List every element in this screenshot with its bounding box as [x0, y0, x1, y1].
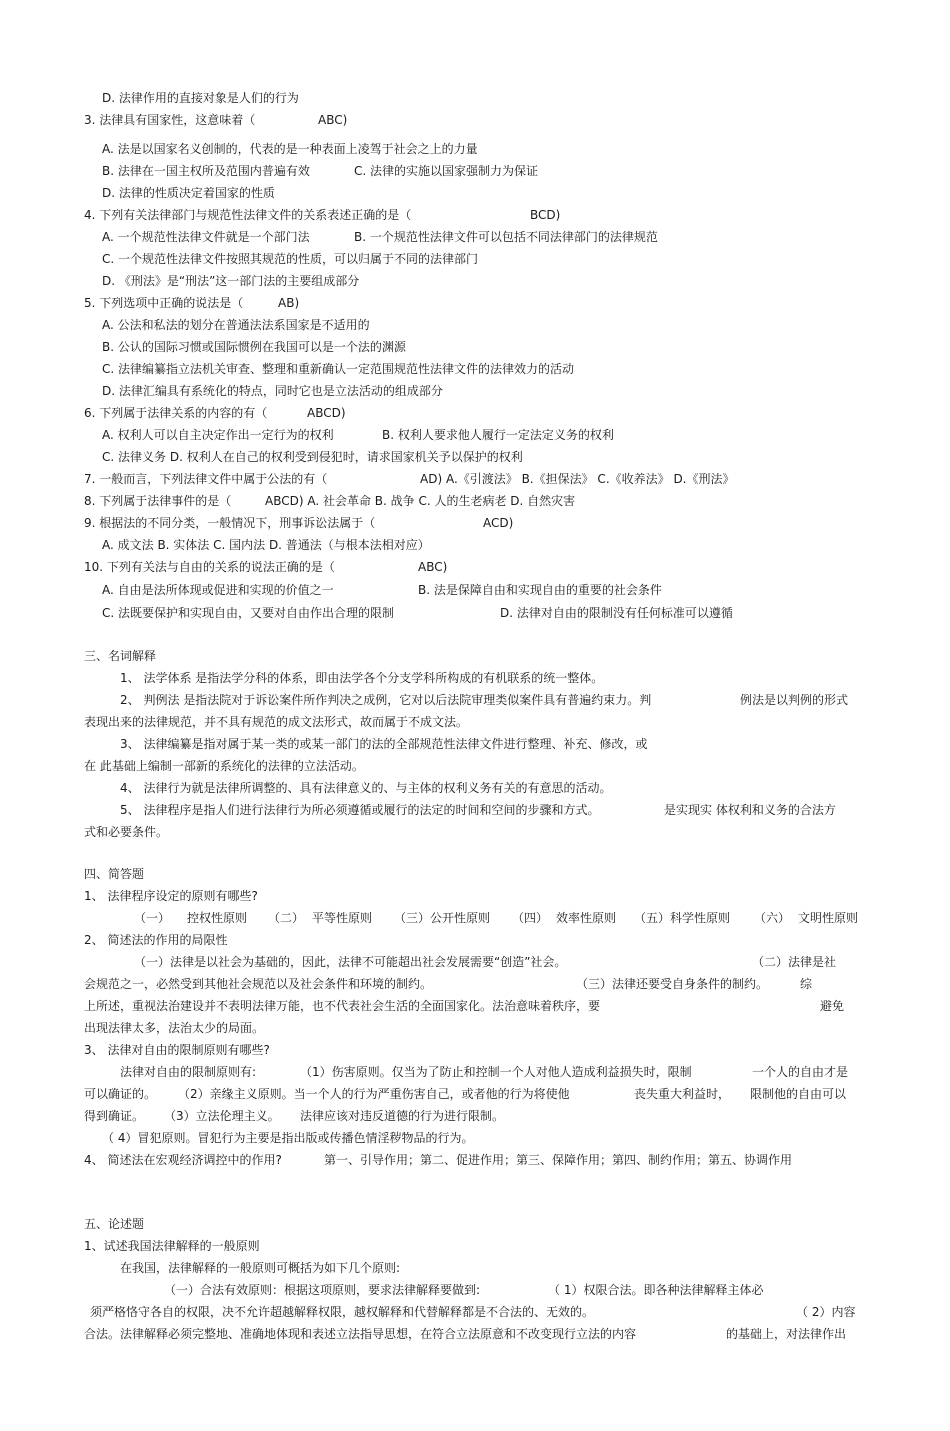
text-line: B. 公认的国际习惯或国际惯例在我国可以是一个法的渊源 — [102, 340, 406, 354]
question-heading: 4、 简述法在宏观经济调控中的作用? — [84, 1153, 282, 1167]
text-line: （ 1）权限合法。即各种法律解释主体必 — [548, 1283, 764, 1297]
text-line: 在 此基础上编制一部新的系统化的法律的立法活动。 — [84, 759, 364, 773]
question-heading: 2、 简述法的作用的局限性 — [84, 933, 228, 947]
text-line: （六） — [754, 911, 791, 925]
section-heading: 四、简答题 — [84, 867, 145, 881]
text-line: （ 4）冒犯原则。冒犯行为主要是指出版或传播色情淫秽物品的行为。 — [102, 1131, 474, 1145]
section-heading: 五、论述题 — [84, 1217, 145, 1231]
question-heading: 1、 法律程序设定的原则有哪些? — [84, 889, 258, 903]
text-line: D. 法律作用的直接对象是人们的行为 — [102, 91, 299, 105]
answer-9: ACD) — [483, 516, 514, 530]
text-line: C. 法律的实施以国家强制力为保证 — [354, 164, 539, 178]
answer-4: BCD) — [530, 208, 561, 222]
question-5: 5. 下列选项中正确的说法是（ — [84, 296, 244, 310]
answer-5: AB) — [278, 296, 300, 310]
text-line: A. 自由是法所体现或促进和实现的价值之一 — [102, 583, 334, 597]
text-line: （二）法律是社 — [752, 955, 837, 969]
text-line: 4、 法律行为就是法律所调整的、具有法律意义的、与主体的权利义务有关的有意思的活动。 — [120, 781, 612, 795]
text-line: 在我国，法律解释的一般原则可概括为如下几个原则: — [120, 1261, 401, 1275]
text-line: （三）公开性原则 — [394, 911, 491, 925]
text-line: （一）合法有效原则：根据这项原则，要求法律解释要做到: — [164, 1283, 481, 1297]
text-line: 一个人的自由才是 — [752, 1065, 849, 1079]
text-line: 是实现实 体权利和义务的合法方 — [664, 803, 836, 817]
text-line: （2）亲缘主义原则。当一个人的行为严重伤害自己，或者他的行为将使他 — [178, 1087, 570, 1101]
text-line: 文明性原则 — [798, 911, 859, 925]
text-line: 综 — [800, 977, 813, 991]
text-line: （3）立法伦理主义。 — [164, 1109, 280, 1123]
text-line: （四） — [512, 911, 549, 925]
text-line: （一） — [134, 911, 171, 925]
text-line: 上所述，重视法治建设并不表明法律万能，也不代表社会生活的全面国家化。法治意味着秩序，要 — [84, 999, 601, 1013]
text-line: D. 法律的性质决定着国家的性质 — [102, 186, 275, 200]
text-line: C. 法律义务 D. 权利人在自己的权利受到侵犯时，请求国家机关予以保护的权利 — [102, 450, 523, 464]
text-line: C. 一个规范性法律文件按照其规范的性质，可以归属于不同的法律部门 — [102, 252, 479, 266]
text-line: 可以确证的。 — [84, 1087, 157, 1101]
question-9: 9. 根据法的不同分类，一般情况下，刑事诉讼法属于（ — [84, 516, 376, 530]
text-line: A. 权利人可以自主决定作出一定行为的权利 — [102, 428, 334, 442]
text-line: 3、 法律编纂是指对属于某一类的或某一部门的法的全部规范性法律文件进行整理、补充、修改，或 — [120, 737, 648, 751]
text-line: 控权性原则 — [187, 911, 248, 925]
text-line: 合法。法律解释必须完整地、准确地体现和表述立法指导思想，在符合立法原意和不改变现行立法的内容 — [84, 1327, 637, 1341]
section-heading: 三、名词解释 — [84, 649, 157, 663]
question-heading: 1、试述我国法律解释的一般原则 — [84, 1239, 260, 1253]
text-line: D. 法律对自由的限制没有任何标准可以遵循 — [500, 606, 733, 620]
text-line: 法律对自由的限制原则有: — [120, 1065, 257, 1079]
text-line: D. 法律汇编具有系统化的特点，同时它也是立法活动的组成部分 — [102, 384, 443, 398]
question-6: 6. 下列属于法律关系的内容的有（ — [84, 406, 268, 420]
question-10: 10. 下列有关法与自由的关系的说法正确的是（ — [84, 560, 335, 574]
text-line: A. 法是以国家名义创制的，代表的是一种表面上凌驾于社会之上的力量 — [102, 142, 478, 156]
text-line: 会规范之一，必然受到其他社会规范以及社会条件和环境的制约。 — [84, 977, 433, 991]
question-8: 8. 下列属于法律事件的是（ — [84, 494, 232, 508]
text-line: 平等性原则 — [312, 911, 373, 925]
text-line: 丧失重大利益时， — [634, 1087, 731, 1101]
text-line: 出现法律太多，法治太少的局面。 — [84, 1021, 265, 1035]
text-line: 避免 — [820, 999, 845, 1013]
text-line: 效率性原则 — [556, 911, 617, 925]
answer-6: ABCD) — [307, 406, 346, 420]
text-line: 2、 判例法 是指法院对于诉讼案件所作判决之成例，它对以后法院审理类似案件具有普遍约束力。判 — [120, 693, 652, 707]
text-line: B. 权利人要求他人履行一定法定义务的权利 — [382, 428, 614, 442]
text-line: 5、 法律程序是指人们进行法律行为所必须遵循或履行的法定的时间和空间的步骤和方式。 — [120, 803, 600, 817]
text-line: D. 《刑法》是“刑法”这一部门法的主要组成部分 — [102, 274, 360, 288]
text-line: 限制他的自由可以 — [750, 1087, 847, 1101]
question-3: 3. 法律具有国家性，这意味着（ — [84, 113, 256, 127]
text-line: B. 法是保障自由和实现自由的重要的社会条件 — [418, 583, 662, 597]
text-line: （二） — [268, 911, 305, 925]
text-line: （ 2）内容 — [796, 1305, 856, 1319]
question-4: 4. 下列有关法律部门与规范性法律文件的关系表述正确的是（ — [84, 208, 412, 222]
text-line: A. 一个规范性法律文件就是一个部门法 — [102, 230, 310, 244]
text-line: 表现出来的法律规范，并不具有规范的成文法形式，故而属于不成文法。 — [84, 715, 469, 729]
text-line: 式和必要条件。 — [84, 825, 169, 839]
text-line: 例法是以判例的形式 — [740, 693, 849, 707]
text-line: B. 一个规范性法律文件可以包括不同法律部门的法律规范 — [354, 230, 658, 244]
text-line: 1、 法学体系 是指法学分科的体系，即由法学各个分支学科所构成的有机联系的统一整体。 — [120, 671, 604, 685]
text-line: （1）伤害原则。仅当为了防止和控制一个人对他人造成利益损失时，限制 — [300, 1065, 692, 1079]
answer-7: AD) A.《引渡法》 B.《担保法》 C.《收养法》 D.《刑法》 — [420, 472, 735, 486]
text-line: C. 法既要保护和实现自由，又要对自由作出合理的限制 — [102, 606, 395, 620]
question-7: 7. 一般而言，下列法律文件中属于公法的有（ — [84, 472, 328, 486]
text-line: 得到确证。 — [84, 1109, 145, 1123]
answer-3: ABC) — [318, 113, 348, 127]
text-line: 须严格恪守各自的权限，决不允许超越解释权限，越权解释和代替解释都是不合法的、无效的。 — [90, 1305, 595, 1319]
answer-8: ABCD) A. 社会革命 B. 战争 C. 人的生老病老 D. 自然灾害 — [265, 494, 576, 508]
text-line: B. 法律在一国主权所及范围内普遍有效 — [102, 164, 310, 178]
text-line: A. 成文法 B. 实体法 C. 国内法 D. 普通法（与根本法相对应） — [102, 538, 430, 552]
question-heading: 3、 法律对自由的限制原则有哪些? — [84, 1043, 270, 1057]
text-line: C. 法律编纂指立法机关审查、整理和重新确认一定范围规范性法律文件的法律效力的活动 — [102, 362, 575, 376]
text-line: 的基础上，对法律作出 — [726, 1327, 847, 1341]
answer-10: ABC) — [418, 560, 448, 574]
text-line: （三）法律还要受自身条件的制约。 — [576, 977, 769, 991]
text-line: （五）科学性原则 — [634, 911, 731, 925]
text-line: A. 公法和私法的划分在普通法法系国家是不适用的 — [102, 318, 370, 332]
text-line: 法律应该对违反道德的行为进行限制。 — [300, 1109, 505, 1123]
text-line: （一）法律是以社会为基础的，因此，法律不可能超出社会发展需要“创造”社会。 — [134, 955, 567, 969]
text-line: 第一、引导作用；第二、促进作用；第三、保障作用；第四、制约作用；第五、协调作用 — [324, 1153, 793, 1167]
